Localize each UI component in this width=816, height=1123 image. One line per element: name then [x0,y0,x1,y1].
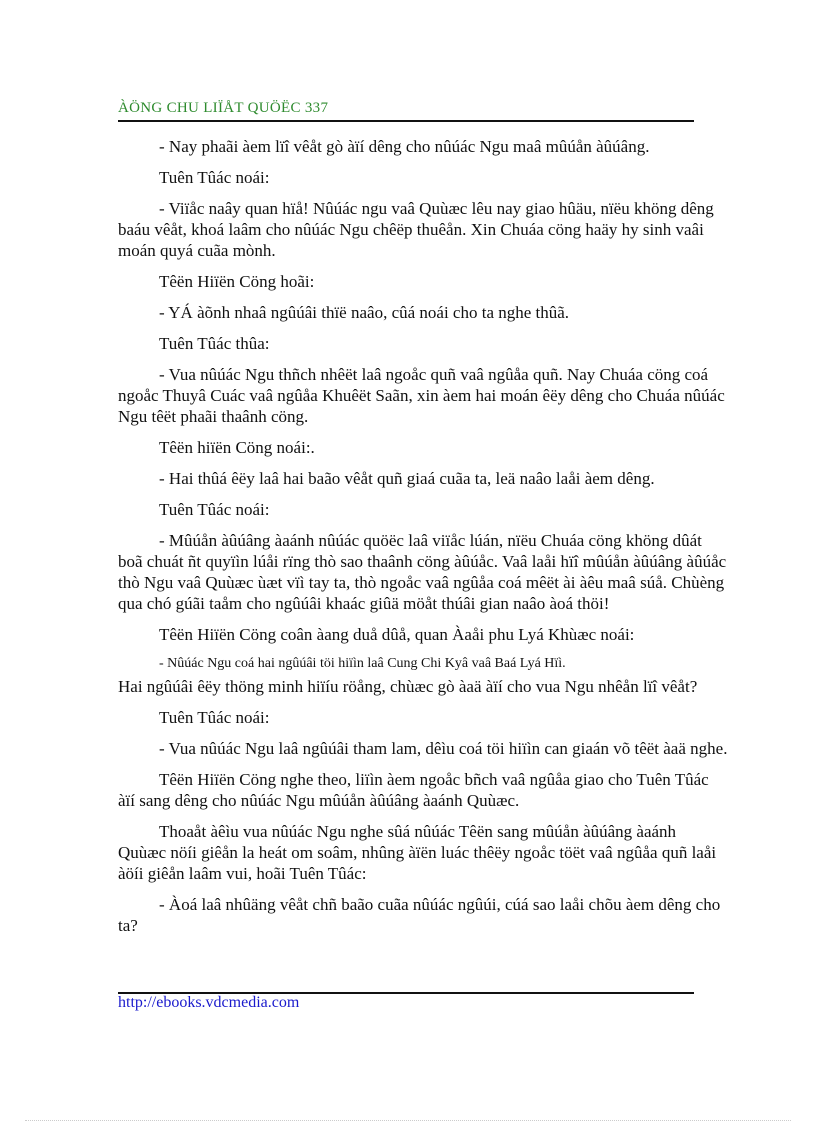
paragraph: - Viïåc naây quan hïå! Nûúác ngu vaâ Quùæc lêu nay giao hûäu, nïëu khöng dêng baáu vêåt, khoá laâm cho nûúác Ngu chêëp thuêån. Xin Chuáa cöng haäy hy sinh vaâi moán quyá cuãa mònh. [118,199,714,260]
paragraph: - Vua nûúác Ngu laâ ngûúâi tham lam, dêìu coá töi hiïìn can giaán võ têët àaä nghe. [159,739,728,758]
paragraph: Tuên Tûác noái: [159,168,270,187]
paragraph: - Nûúác Ngu coá hai ngûúâi töi hiïìn laâ Cung Chi Kyâ vaâ Baá Lyá Hïì. [159,656,566,671]
paragraph: Thoaåt àêìu vua nûúác Ngu nghe sûá nûúác Têën sang mûúån àûúâng àaánh Quùæc nöíi giêån la heát om soâm, nhûng àïën luác thêëy ngoåc töët vaâ ngûåa quñ laåi àöíi giêån laâm vui, hoãi Tuên Tûác: [118,822,717,883]
paragraph: Têën Hiïën Cöng nghe theo, liïìn àem ngoåc bñch vaâ ngûåa giao cho Tuên Tûác àïí sang dêng cho nûúác Ngu mûúån àûúâng àaánh Quùæc. [118,770,709,810]
paragraph: Tuên Tûác thûa: [159,334,270,353]
paragraph: - YÁ àõnh nhaâ ngûúâi thïë naâo, cûá noái cho ta nghe thûã. [159,303,570,322]
page-bottom-divider [25,1120,791,1121]
paragraph: Tuên Tûác noái: [159,708,270,727]
paragraph: - Mûúån àûúâng àaánh nûúác quöëc laâ viïåc lúán, nïëu Chuáa cöng khöng dûát boã chuát ñt quyïìn lúåi rïng thò sao thaânh cöng àûúåc. Vaâ laåi hïî mûúån àûúâng àûúåc thò Ngu vaâ Quùæc ùæt vïì tay ta, thò ngoåc vaâ ngûåa coá mêët ài àêu maâ súå. Chùèng qua chó gúãi taåm cho ngûúâi khaác giûä möåt thúâi gian naâo àoá thöi! [118,531,727,613]
footer-link[interactable]: http://ebooks.vdcmedia.com [118,994,300,1011]
page-body [118,136,728,946]
paragraph: Têën Hiïën Cöng coân àang duå dûå, quan Àaåi phu Lyá Khùæc noái: [159,625,635,644]
paragraph: Tuên Tûác noái: [159,500,270,519]
paragraph: - Hai thûá êëy laâ hai baão vêåt quñ giaá cuãa ta, leä naâo laåi àem dêng. [159,469,655,488]
header-title: ÀÖNG CHU LIÏÅT QUÖËC 337 [118,100,329,116]
paragraph: - Àoá laâ nhûäng vêåt chñ baão cuãa nûúác ngûúi, cúá sao laåi chõu àem dêng cho ta? [118,895,721,935]
page-header [118,100,694,122]
paragraph: Têën Hiïën Cöng hoãi: [159,272,315,291]
paragraph: - Vua nûúác Ngu thñch nhêët laâ ngoåc quñ vaâ ngûåa quñ. Nay Chuáa cöng coá ngoåc Thuyâ Cuác vaâ ngûåa Khuêët Saãn, xin àem hai moán êëy dêng cho Chuáa nûúác Ngu têët phaãi thaânh cöng. [118,365,725,426]
paragraph: Hai ngûúâi êëy thöng minh hiïíu röång, chùæc gò àaä àïí cho vua Ngu nhêån lïî vêåt? [118,677,698,696]
paragraph: Têën hiïën Cöng noái:. [159,438,315,457]
paragraph: - Nay phaãi àem lïî vêåt gò àïí dêng cho nûúác Ngu maâ mûúån àûúâng. [159,137,650,156]
